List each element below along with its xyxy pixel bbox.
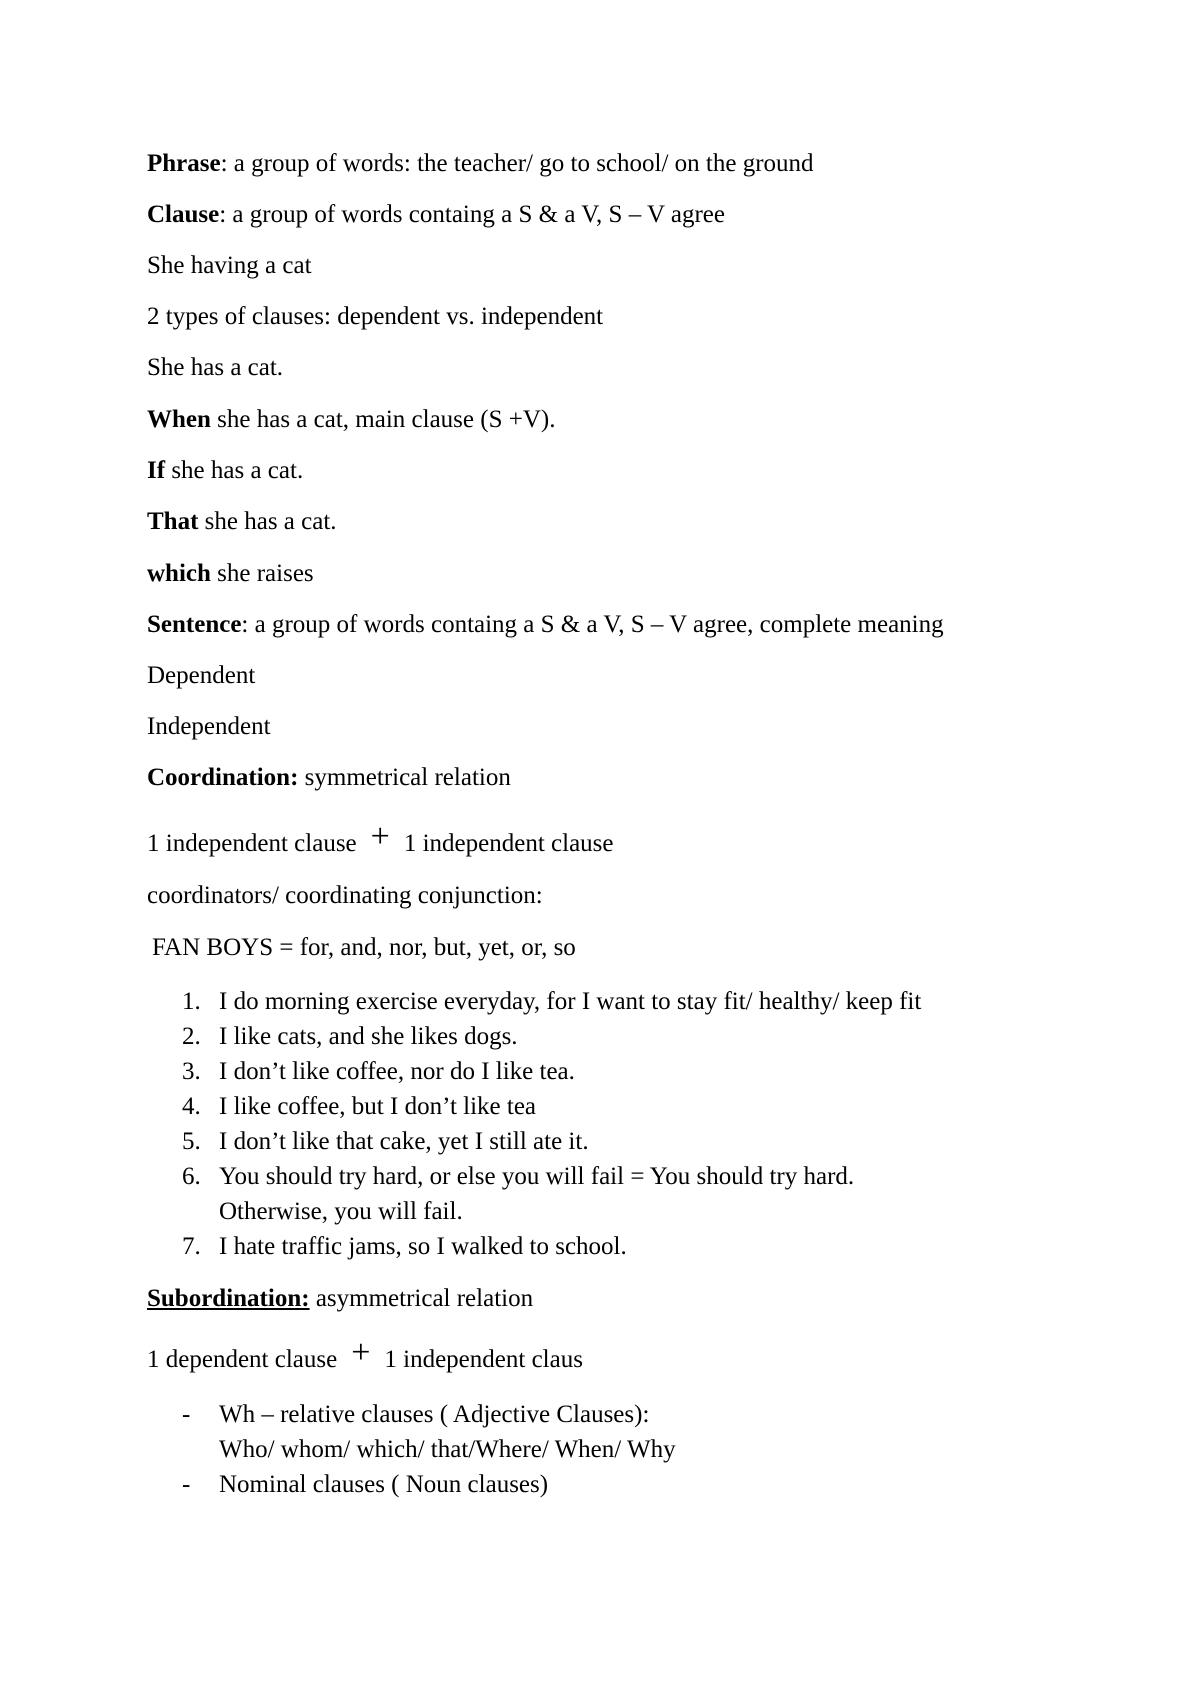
list-text [219,1397,676,1467]
clause-text: : a group of words containg a S & a V, S – V agree [219,201,725,228]
that-line [147,507,337,537]
list-text: I like coffee, but I don’t like tea [219,1093,537,1120]
coord-formula-left: 1 independent clause [147,830,357,857]
when-text: she has a cat, main clause (S +V). [210,406,556,433]
fanboys-line: FAN BOYS = for, and, nor, but, yet, or, so [152,934,576,961]
she-has-line: She has a cat. [147,354,284,381]
list-text: I don’t like that cake, yet I still ate it. [219,1128,589,1155]
list-dash: - [182,1471,191,1498]
subordination-formula [147,1334,583,1375]
which-term: which [147,560,211,587]
list-text: I do morning exercise everyday, for I want to stay fit/ healthy/ keep fit [219,988,922,1015]
coordination-formula [147,818,614,859]
coordination-term: Coordination: [147,764,299,791]
that-term: That [147,508,199,535]
subordination-heading [147,1284,533,1314]
which-line [147,559,314,589]
list-number: 2. [182,1023,201,1050]
sub-formula-left: 1 dependent clause [147,1346,338,1373]
coord-formula-right: 1 independent clause [403,830,614,857]
clause-definition [147,200,725,230]
list-text-line: You should try hard, or else you will fail = You should try hard. [219,1163,855,1190]
list-text-continuation: Otherwise, you will fail. [219,1198,463,1225]
coordinators-line: coordinators/ coordinating conjunction: [147,882,543,909]
if-line [147,456,303,486]
two-types-line: 2 types of clauses: dependent vs. independent [147,303,604,330]
list-text: I don’t like coffee, nor do I like tea. [219,1058,575,1085]
sentence-text: : a group of words containg a S & a V, S – V agree, complete meaning [241,611,944,638]
independent-line: Independent [147,713,271,740]
list-text-continuation: Who/ whom/ which/ that/Where/ When/ Why [219,1436,676,1463]
list-number: 1. [182,988,201,1015]
list-text: I like cats, and she likes dogs. [219,1023,518,1050]
list-number: 6. [182,1163,201,1190]
when-term: When [147,406,211,433]
list-text [219,1159,854,1229]
list-dash: - [182,1401,191,1428]
sentence-definition [147,610,944,640]
when-line [147,405,555,435]
which-text: she raises [210,560,314,587]
plus-icon: + [370,818,390,855]
coordination-text: symmetrical relation [298,764,511,791]
if-text: she has a cat. [165,457,304,484]
list-number: 7. [182,1233,201,1260]
if-term: If [147,457,166,484]
list-text: I hate traffic jams, so I walked to school. [219,1233,627,1260]
subordination-term: Subordination: [147,1285,310,1312]
list-text: Nominal clauses ( Noun clauses) [219,1471,549,1498]
list-number: 3. [182,1058,201,1085]
subordination-text: asymmetrical relation [309,1285,534,1312]
dependent-line: Dependent [147,662,256,689]
phrase-term: Phrase [147,150,221,177]
sub-formula-right: 1 independent claus [384,1346,583,1373]
sentence-term: Sentence [147,611,242,638]
list-text-line: Wh – relative clauses ( Adjective Clauses): [219,1401,650,1428]
list-number: 4. [182,1093,201,1120]
coordination-heading [147,763,511,793]
phrase-definition [147,149,814,179]
phrase-text: : a group of words: the teacher/ go to school/ on the ground [220,150,814,177]
plus-icon: + [351,1334,371,1371]
she-having-line: She having a cat [147,252,312,279]
that-text: she has a cat. [198,508,337,535]
list-number: 5. [182,1128,201,1155]
clause-term: Clause [147,201,220,228]
